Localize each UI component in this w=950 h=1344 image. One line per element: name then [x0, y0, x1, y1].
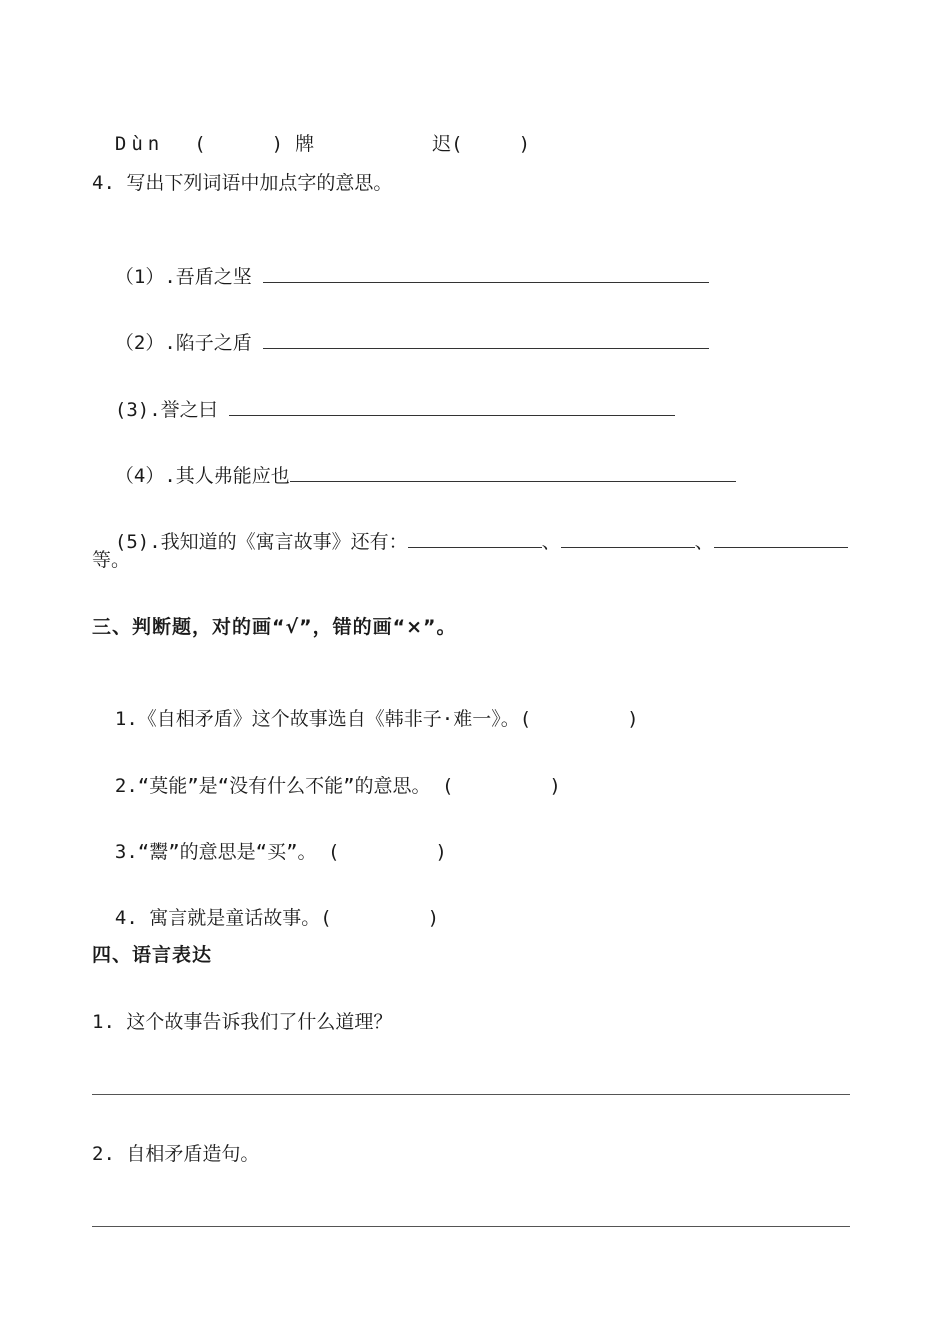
- separator: 、: [694, 531, 714, 553]
- answer-line[interactable]: [92, 1094, 850, 1095]
- answer-line[interactable]: [92, 1226, 850, 1227]
- q4-item-5: [92, 499, 848, 556]
- close-paren: ): [518, 133, 531, 155]
- q4-item-4: [92, 433, 736, 490]
- close-paren: ): [549, 775, 561, 797]
- true-false-item-4: [92, 876, 439, 932]
- section-3-heading: 三、判断题，对的画“√”，错的画“×”。: [92, 616, 457, 638]
- answer-blank[interactable]: [263, 328, 709, 349]
- tf-item-2-text: 2.“莫能”是“没有什么不能”的意思。 (: [114, 775, 454, 797]
- q4-item-5-label: (5).我知道的《寓言故事》还有：: [114, 531, 408, 553]
- q4-item-1-label: （1）.吾盾之坚: [114, 266, 252, 288]
- answer-blank[interactable]: [561, 527, 695, 548]
- character-pai: 牌: [295, 133, 315, 155]
- q4-item-5-tail: 等。: [92, 549, 131, 571]
- pinyin-text: Dùn: [114, 133, 165, 155]
- q4-item-1: [92, 234, 709, 291]
- answer-blank[interactable]: [263, 262, 709, 283]
- character-chi: 迟(: [432, 133, 463, 155]
- tf-item-3-text: 3.“鬻”的意思是“买”。 (: [114, 841, 340, 863]
- answer-blank[interactable]: [408, 527, 542, 548]
- close-paren: ): [427, 907, 440, 929]
- q4-item-2-label: （2）.陷子之盾: [114, 332, 252, 354]
- true-false-item-2: [92, 744, 561, 800]
- true-false-item-3: [92, 810, 447, 866]
- section-4-heading: 四、语言表达: [92, 944, 213, 966]
- section-4-question-1: 1. 这个故事告诉我们了什么道理？: [92, 1011, 393, 1033]
- tf-item-4-text: 4. 寓言就是童话故事。(: [114, 907, 332, 929]
- answer-blank[interactable]: [714, 527, 848, 548]
- close-paren: ): [271, 133, 284, 155]
- answer-blank[interactable]: [229, 395, 675, 416]
- q4-item-3: [92, 367, 675, 424]
- q4-item-2: [92, 300, 709, 357]
- answer-blank[interactable]: [290, 461, 736, 482]
- tf-item-1-text: 1.《自相矛盾》这个故事选自《韩非子·难一》。(: [114, 708, 532, 730]
- close-paren: ): [435, 841, 447, 863]
- q4-item-4-label: （4）.其人弗能应也: [114, 465, 290, 487]
- open-paren: (: [194, 133, 206, 155]
- true-false-item-1: [92, 677, 639, 733]
- question-4-title: 4. 写出下列词语中加点字的意思。: [92, 172, 393, 194]
- close-paren: ): [627, 708, 639, 730]
- pinyin-row: [92, 102, 530, 158]
- separator: 、: [541, 531, 561, 553]
- q4-item-3-label: (3).誉之曰: [114, 399, 218, 421]
- section-4-question-2: 2. 自相矛盾造句。: [92, 1143, 260, 1165]
